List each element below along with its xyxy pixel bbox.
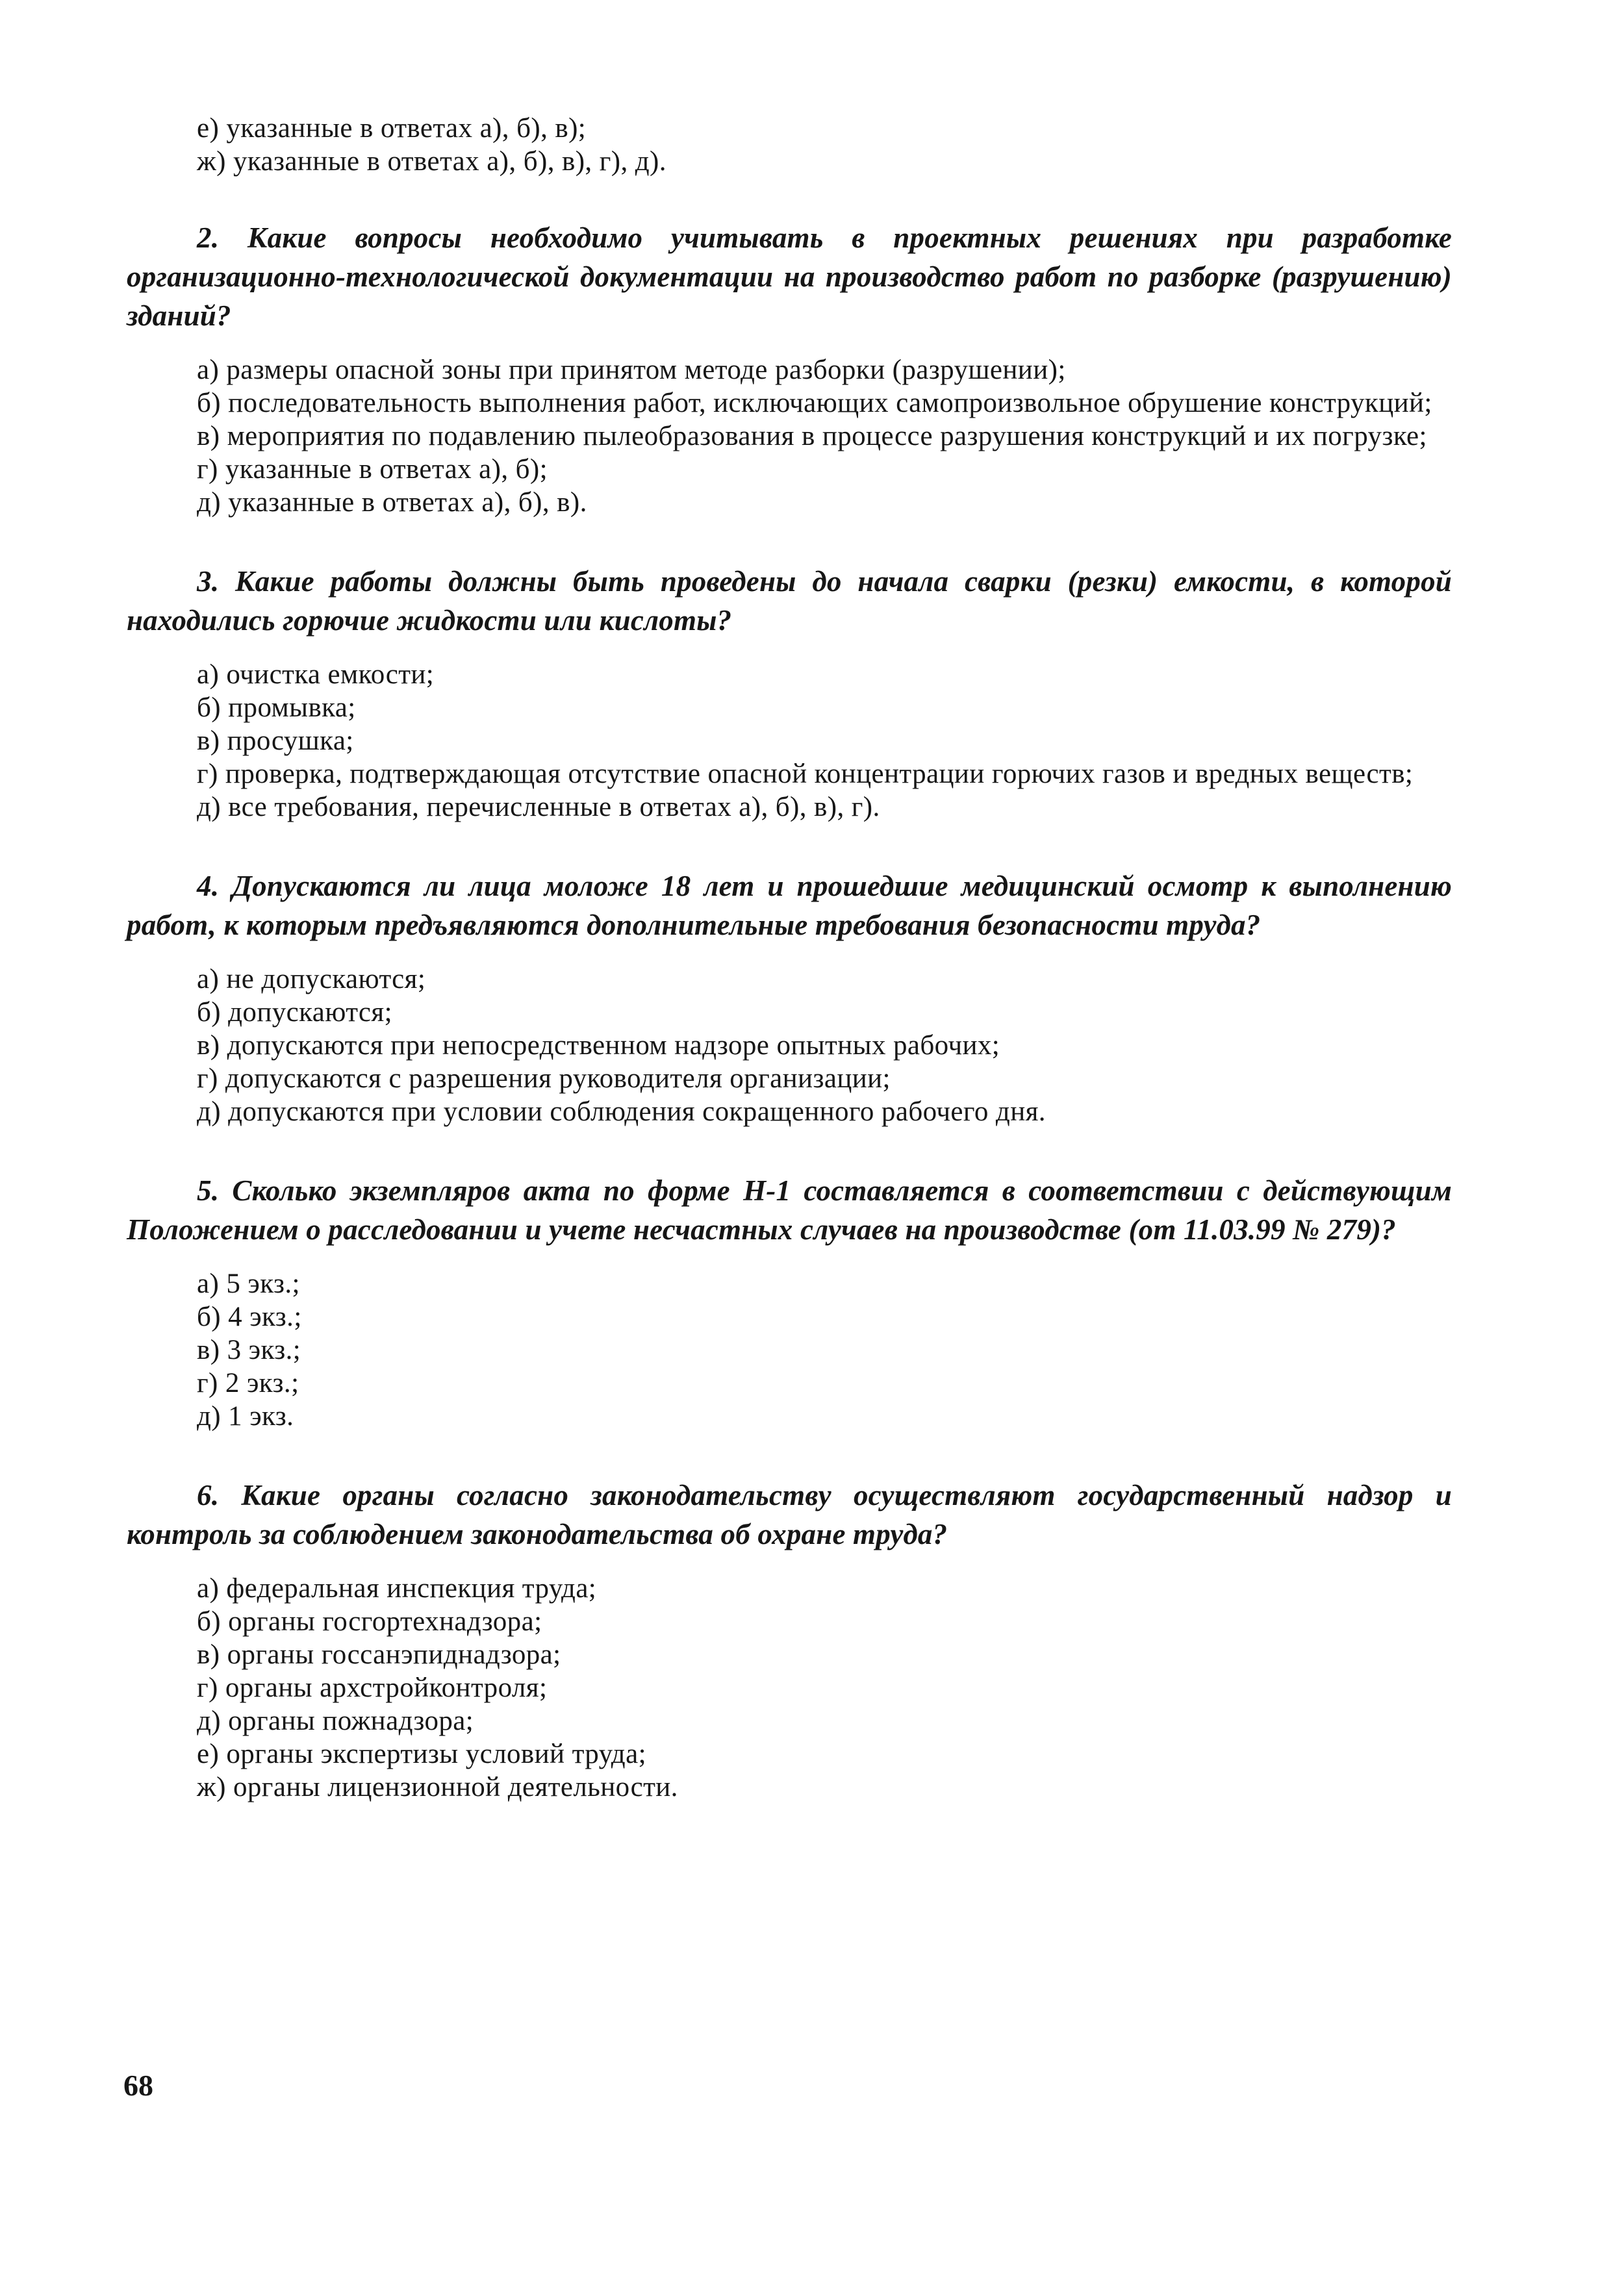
- answer-item: в) допускаются при непосредственном надзоре опытных рабочих;: [197, 1030, 1000, 1061]
- answer-item: б) 4 экз.;: [197, 1302, 302, 1332]
- answer-item: а) очистка емкости;: [197, 659, 435, 690]
- answer-item: ж) указанные в ответах а), б), в), г), д).: [197, 146, 666, 177]
- answer-item: г) 2 экз.;: [197, 1368, 299, 1398]
- answer-item: д) органы пожнадзора;: [197, 1706, 474, 1736]
- answer-item: б) промывка;: [197, 692, 356, 723]
- answer-item: е) органы экспертизы условий труда;: [197, 1739, 646, 1769]
- answer-item: а) 5 экз.;: [197, 1269, 300, 1299]
- answer-item: е) указанные в ответах а), б), в);: [197, 113, 587, 144]
- answer-item: б) допускаются;: [197, 997, 392, 1028]
- answer-item: д) 1 экз.: [197, 1401, 294, 1432]
- question-text: 6. Какие органы согласно законодательству осуществляют государственный надзор и контроль за соблюдением законодательства об охране труда?: [127, 1479, 1452, 1550]
- question-block-5: [127, 1171, 1452, 1433]
- answer-item: а) не допускаются;: [197, 964, 426, 994]
- answer-item: а) размеры опасной зоны при принятом методе разборки (разрушении);: [197, 355, 1066, 385]
- answer-item: в) мероприятия по подавлению пылеобразования в процессе разрушения конструкций и их погрузке;: [197, 421, 1427, 451]
- answer-item: б) органы госгортехнадзора;: [197, 1606, 542, 1637]
- answer-item: ж) органы лицензионной деятельности.: [197, 1772, 678, 1802]
- answer-list: [127, 353, 1452, 519]
- question-block-6: [127, 1476, 1452, 1804]
- question-text: 2. Какие вопросы необходимо учитывать в проектных решениях при разработке организационно-технологической документации на производство работ по разборке (разрушению) зданий?: [127, 221, 1452, 332]
- question-text: 3. Какие работы должны быть проведены до начала сварки (резки) емкости, в которой находились горючие жидкости или кислоты?: [127, 565, 1452, 637]
- question-block-2: [127, 218, 1452, 519]
- answer-item: б) последовательность выполнения работ, исключающих самопроизвольное обрушение конструкций;: [197, 388, 1432, 418]
- answer-item: г) указанные в ответах а), б);: [197, 454, 548, 485]
- page-content: [127, 112, 1452, 1847]
- answer-item: а) федеральная инспекция труда;: [197, 1573, 597, 1604]
- answer-item: д) допускаются при условии соблюдения сокращенного рабочего дня.: [197, 1096, 1046, 1127]
- answer-item: в) просушка;: [197, 726, 354, 756]
- question-text: 5. Сколько экземпляров акта по форме Н-1 составляется в соответствии с действующим Положением о расследовании и учете несчастных случаев на производстве (от 11.03.99 № 279)?: [127, 1174, 1452, 1246]
- answer-list: [127, 658, 1452, 824]
- answer-item: г) допускаются с разрешения руководителя организации;: [197, 1063, 891, 1094]
- answer-item: г) органы архстройконтроля;: [197, 1673, 548, 1703]
- answer-item: в) органы госсанэпиднадзора;: [197, 1639, 561, 1670]
- answer-list: [127, 963, 1452, 1128]
- answer-item: в) 3 экз.;: [197, 1335, 301, 1365]
- answer-item: г) проверка, подтверждающая отсутствие опасной концентрации горючих газов и вредных веществ;: [197, 759, 1414, 789]
- question-text: 4. Допускаются ли лица моложе 18 лет и прошедшие медицинский осмотр к выполнению работ, к которым предъявляются дополнительные требования безопасности труда?: [127, 870, 1452, 941]
- question-block-3: [127, 562, 1452, 824]
- lead-answer-list: [127, 112, 1452, 178]
- question-block-4: [127, 866, 1452, 1128]
- answer-item: д) все требования, перечисленные в ответах а), б), в), г).: [197, 792, 880, 822]
- answer-list: [127, 1267, 1452, 1433]
- answer-item: д) указанные в ответах а), б), в).: [197, 487, 587, 518]
- page-number: 68: [123, 2069, 153, 2102]
- answer-list: [127, 1572, 1452, 1804]
